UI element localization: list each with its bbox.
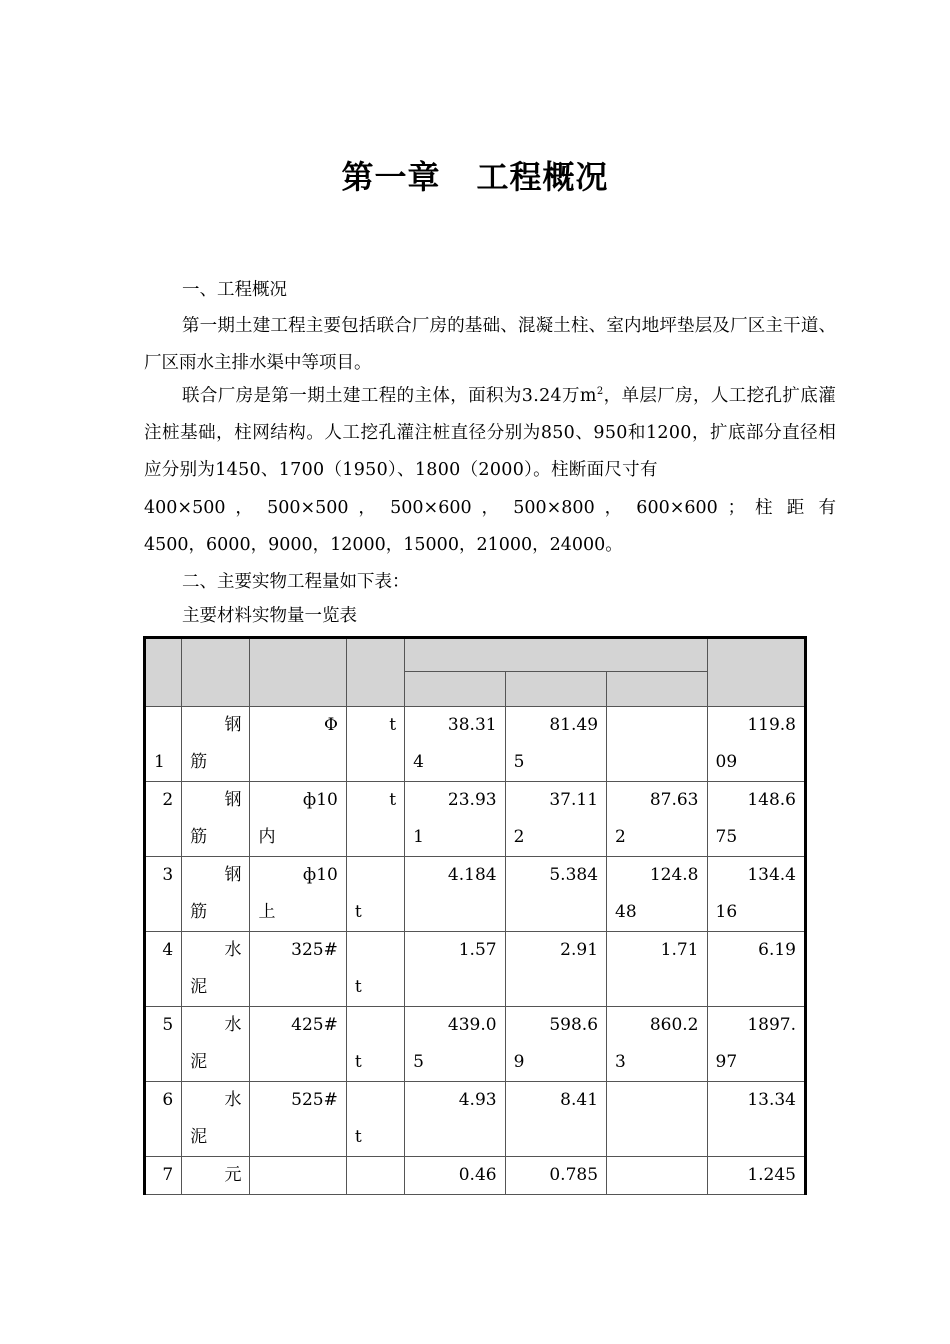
superscript-2: 2: [596, 386, 604, 397]
table-cell-no: 6: [145, 1082, 182, 1157]
table-cell-unit: t: [346, 1007, 404, 1082]
header-cell: [182, 638, 250, 707]
table-cell-total: 1.245: [707, 1157, 806, 1195]
table-cell-v3: 860.2 3: [607, 1007, 707, 1082]
table-cell-v1: 1.57: [405, 932, 505, 1007]
header-cell: [707, 638, 806, 707]
header-subcell: [607, 672, 707, 707]
table-cell-spec: ф10 内: [250, 782, 346, 857]
table-cell-name: 水 泥: [182, 1082, 250, 1157]
header-subcell: [405, 672, 505, 707]
header-cell-group: [405, 638, 707, 672]
table-cell-spec: 325#: [250, 932, 346, 1007]
table-cell-spec: [250, 1157, 346, 1195]
table-cell-name: 水 泥: [182, 1007, 250, 1082]
paragraph-2-dimensions: 400×500 ， 500×500 ， 500×600 ， 500×800 ， 600×600 ； 柱 距 有: [144, 498, 836, 518]
header-cell: [250, 638, 346, 707]
table-cell-no: 3: [145, 857, 182, 932]
table-row: [145, 932, 806, 1007]
paragraph-2-part-b: ，单层厂房，人工挖孔扩底灌注桩基础，柱网结构。人工挖孔灌注桩直径分别为850、950和1200，扩底部分直径相应分别为1450、1700（1950）、1800（2000）。柱断面尺寸有: [144, 386, 836, 480]
paragraph-2-line-4: [144, 490, 836, 527]
table-row: [145, 782, 806, 857]
header-subcell: [505, 672, 606, 707]
table-cell-v3: 124.8 48: [607, 857, 707, 932]
table-cell-v1: 4.93: [405, 1082, 505, 1157]
table-cell-v2: 598.6 9: [505, 1007, 606, 1082]
table-cell-v3: 1.71: [607, 932, 707, 1007]
table-cell-no: 5: [145, 1007, 182, 1082]
paragraph-1: 第一期土建工程主要包括联合厂房的基础、混凝土柱、室内地坪垫层及厂区主干道、厂区雨水主排水渠中等项目。: [144, 316, 836, 373]
table-cell-v2: 5.384: [505, 857, 606, 932]
table-row: [145, 857, 806, 932]
title-text: 工程概况: [476, 158, 609, 196]
table-cell-no: 2: [145, 782, 182, 857]
table-cell-v1: 38.31 4: [405, 707, 505, 782]
page-title: [0, 152, 950, 198]
table-row: [145, 1082, 806, 1157]
table-cell-total: 6.19: [707, 932, 806, 1007]
table-cell-total: 134.4 16: [707, 857, 806, 932]
paragraph-2-line-5: 4500，6000，9000，12000，15000，21000，24000。: [144, 535, 623, 555]
table-cell-v2: 0.785: [505, 1157, 606, 1195]
table-cell-total: 119.8 09: [707, 707, 806, 782]
table-row: [145, 1007, 806, 1082]
table-cell-v2: 2.91: [505, 932, 606, 1007]
paragraph-2-part-a: 联合厂房是第一期土建工程的主体，面积为3.24万m: [182, 386, 597, 406]
table-row: [145, 707, 806, 782]
header-cell: [145, 638, 182, 707]
table-row: [145, 1157, 806, 1195]
table-cell-spec: 425#: [250, 1007, 346, 1082]
table-cell-spec: Φ: [250, 707, 346, 782]
table-cell-name: 元: [182, 1157, 250, 1195]
table-cell-name: 水 泥: [182, 932, 250, 1007]
table-cell-total: 1897. 97: [707, 1007, 806, 1082]
table-cell-v3: 87.63 2: [607, 782, 707, 857]
table-cell-no: 1: [145, 707, 182, 782]
table-cell-no: 7: [145, 1157, 182, 1195]
materials-table: [143, 636, 807, 1195]
section-heading-1: 一、工程概况: [182, 280, 287, 300]
table-cell-v3: [607, 707, 707, 782]
table-cell-v3: [607, 1157, 707, 1195]
table-cell-spec: ф10 上: [250, 857, 346, 932]
table-cell-unit: t: [346, 1082, 404, 1157]
table-cell-v2: 37.11 2: [505, 782, 606, 857]
table-header-row-1: [145, 638, 806, 672]
table-cell-total: 13.34: [707, 1082, 806, 1157]
title-chapter: 第一章: [341, 158, 441, 196]
table-cell-unit: t: [346, 707, 404, 782]
table-cell-name: 钢 筋: [182, 782, 250, 857]
table-cell-spec: 525#: [250, 1082, 346, 1157]
table-caption: 主要材料实物量一览表: [182, 606, 357, 626]
header-cell: [346, 638, 404, 707]
table-cell-name: 钢 筋: [182, 857, 250, 932]
table-cell-unit: t: [346, 857, 404, 932]
table-cell-unit: t: [346, 932, 404, 1007]
table-cell-unit: [346, 1157, 404, 1195]
table-cell-v1: 23.93 1: [405, 782, 505, 857]
table-cell-v3: [607, 1082, 707, 1157]
table-cell-name: 钢 筋: [182, 707, 250, 782]
table-cell-no: 4: [145, 932, 182, 1007]
table-cell-v1: 0.46: [405, 1157, 505, 1195]
section-heading-2: 二、主要实物工程量如下表：: [182, 572, 410, 592]
table-cell-v1: 4.184: [405, 857, 505, 932]
table-cell-v2: 8.41: [505, 1082, 606, 1157]
table-cell-v1: 439.0 5: [405, 1007, 505, 1082]
table-cell-total: 148.6 75: [707, 782, 806, 857]
table-cell-v2: 81.49 5: [505, 707, 606, 782]
table-cell-unit: t: [346, 782, 404, 857]
